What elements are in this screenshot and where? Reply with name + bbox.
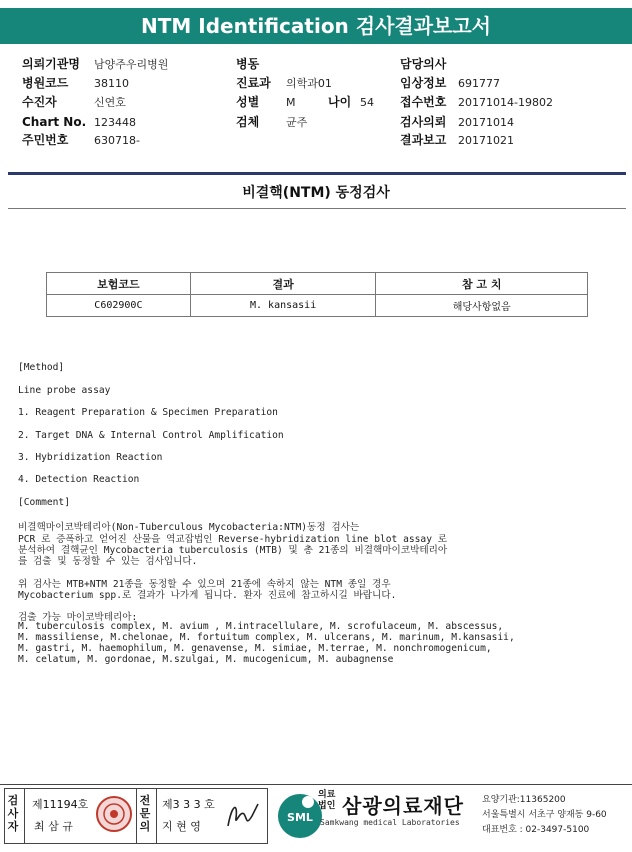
org-type-text: 의료 법인 bbox=[318, 790, 336, 811]
value-resident-no: 630718- bbox=[94, 134, 140, 147]
header-insurance-code: 보험코드 bbox=[47, 273, 191, 295]
report-title: NTM Identification 검사결과보고서 bbox=[141, 14, 491, 38]
body-line: Line probe assay bbox=[18, 385, 111, 396]
body-line: 검출 가능 마이코박테리아: bbox=[18, 612, 138, 623]
label-clinical-info: 임상정보 bbox=[400, 76, 447, 90]
body-line: [Method] bbox=[18, 362, 65, 373]
label-patient: 수진자 bbox=[22, 95, 57, 109]
label-department: 진료과 bbox=[236, 76, 271, 90]
body-line: M. tuberculosis complex, M. avium , M.intracellulare, M. scrofulaceum, M. abscessus, bbox=[18, 621, 504, 632]
body-line: [Comment] bbox=[18, 497, 70, 508]
divider-thick bbox=[8, 172, 626, 175]
specialist-name: 지 현 영 bbox=[162, 820, 201, 833]
body-line: PCR 로 증폭하고 얻어진 산물을 역교잡법인 Reverse-hybridization line blot assay 로 bbox=[18, 534, 448, 545]
label-specimen: 검체 bbox=[236, 115, 260, 129]
org-address: 서울특별시 서초구 양재동 9-60 bbox=[482, 810, 607, 820]
body-line: 비결핵마이코박테리아(Non-Tuberculous Mycobacteria:NTM)동정 검사는 bbox=[18, 522, 360, 533]
tester-license-no: 제11194호 bbox=[32, 798, 89, 811]
value-report-date: 20171021 bbox=[458, 134, 514, 147]
specialist-divider bbox=[156, 788, 157, 844]
patient-info bbox=[0, 54, 632, 154]
value-receipt-no: 20171014-19802 bbox=[458, 96, 553, 109]
specialist-license-no: 제3 3 3 호 bbox=[162, 798, 215, 811]
value-chart-no: 123448 bbox=[94, 116, 136, 129]
tester-label: 검사자 bbox=[7, 794, 19, 833]
result-table-header-row bbox=[47, 273, 588, 295]
label-hospital-code: 병원코드 bbox=[22, 76, 69, 90]
value-department: 의학과01 bbox=[286, 77, 332, 90]
org-phone: 대표번호 : 02-3497-5100 bbox=[482, 825, 590, 835]
body-line: 위 검사는 MTB+NTM 21종을 동정할 수 있으며 21종에 속하지 않는 NTM 종일 경우 bbox=[18, 579, 391, 590]
specialist-divider-left bbox=[136, 788, 137, 844]
section-title: 비결핵(NTM) 동정검사 bbox=[242, 185, 390, 201]
divider-thin bbox=[8, 208, 626, 209]
cell-insurance-code: C602900C bbox=[47, 295, 191, 317]
tester-divider bbox=[24, 788, 25, 844]
cell-reference: 해당사항없음 bbox=[376, 295, 588, 317]
label-age: 나이 bbox=[328, 95, 352, 109]
signature-icon bbox=[222, 796, 262, 836]
specialist-label: 전문의 bbox=[139, 794, 151, 833]
table-row bbox=[47, 295, 588, 317]
value-patient: 신연호 bbox=[94, 96, 126, 109]
label-resident-no: 주민번호 bbox=[22, 133, 69, 147]
label-sex: 성별 bbox=[236, 95, 260, 109]
label-receipt-no: 접수번호 bbox=[400, 95, 447, 109]
body-line: Mycobacterium spp.로 결과가 나가게 됩니다. 환자 진료에 참고하시길 바랍니다. bbox=[18, 590, 397, 601]
value-sex: M bbox=[286, 96, 296, 109]
body-line: M. gastri, M. haemophilum, M. genavense, M. simiae, M.terrae, M. nonchromogenicum, bbox=[18, 643, 492, 654]
label-institution: 의뢰기관명 bbox=[22, 57, 80, 71]
body-line: 분석하여 결핵균인 Mycobacteria tuberculosis (MTB) 및 총 21종의 비결핵마이코박테리아 bbox=[18, 545, 448, 556]
label-request-date: 검사의뢰 bbox=[400, 115, 447, 129]
label-doctor: 담당의사 bbox=[400, 57, 447, 71]
body-line: 3. Hybridization Reaction bbox=[18, 452, 163, 463]
body-line: 1. Reagent Preparation & Specimen Preparation bbox=[18, 407, 278, 418]
body-line: 4. Detection Reaction bbox=[18, 474, 140, 485]
value-age: 54 bbox=[360, 96, 374, 109]
header-result: 결과 bbox=[190, 273, 376, 295]
org-english-name: Samkwang medical Laboratories bbox=[320, 818, 460, 827]
org-code: 요양기관:11365200 bbox=[482, 795, 566, 805]
report-title-bar bbox=[0, 8, 632, 44]
tester-name: 최 삼 규 bbox=[34, 820, 73, 833]
label-ward: 병동 bbox=[236, 57, 260, 71]
label-report-date: 결과보고 bbox=[400, 133, 447, 147]
value-hospital-code: 38110 bbox=[94, 77, 129, 90]
footer-divider bbox=[0, 784, 632, 785]
label-chart-no: Chart No. bbox=[22, 115, 87, 129]
body-line: M. massiliense, M.chelonae, M. fortuitum complex, M. ulcerans, M. marinum, M.kansasii, bbox=[18, 632, 515, 643]
value-request-date: 20171014 bbox=[458, 116, 514, 129]
value-institution: 남양주우리병원 bbox=[94, 58, 169, 71]
value-clinical-info: 691777 bbox=[458, 77, 500, 90]
org-type bbox=[318, 790, 335, 812]
body-line: M. celatum, M. gordonae, M.szulgai, M. mucogenicum, M. aubagnense bbox=[18, 654, 394, 665]
result-table bbox=[46, 272, 588, 317]
logo-text: SML bbox=[287, 811, 313, 824]
seal-icon bbox=[94, 792, 134, 836]
org-name: 삼광의료재단 bbox=[342, 794, 464, 818]
body-line: 를 검출 및 동정할 수 있는 검사입니다. bbox=[18, 556, 198, 567]
value-specimen: 균주 bbox=[286, 116, 308, 129]
cell-result: M. kansasii bbox=[190, 295, 376, 317]
body-line: 2. Target DNA & Internal Control Amplification bbox=[18, 430, 284, 441]
header-reference: 참 고 치 bbox=[376, 273, 588, 295]
